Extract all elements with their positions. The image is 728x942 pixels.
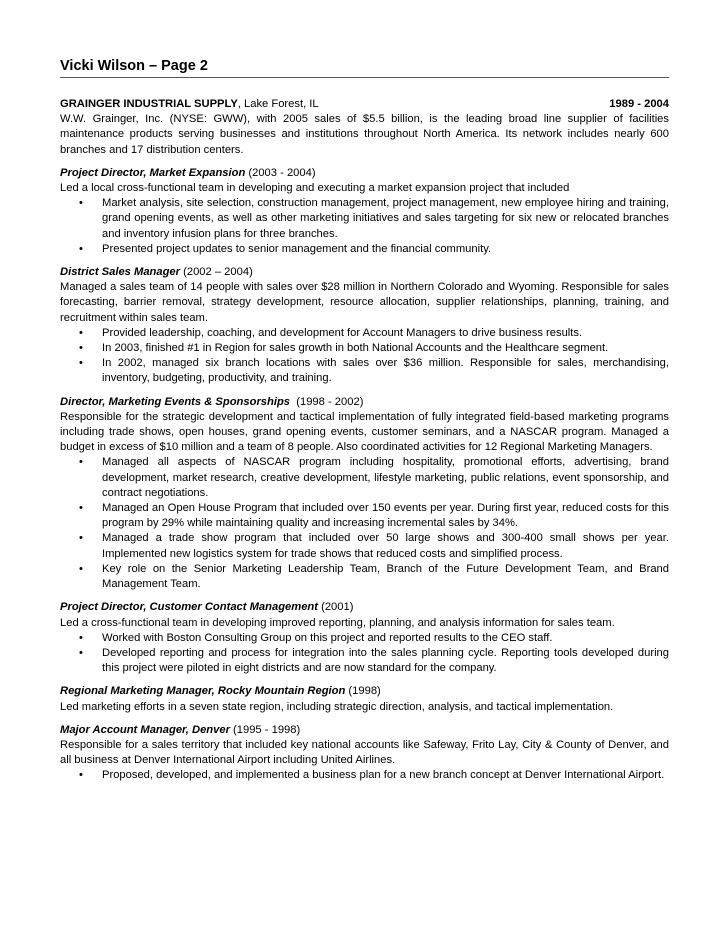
role-summary: Responsible for the strategic development and tactical implementation of fully integrated field-based marketing programs including trade shows, open houses, grand opening events, customer seminars, and a NASCAR program. Managed a budget in excess of $10 million and a team of 8 people. Also coordinated activities for 12 Regional Marketing Managers. (60, 410, 669, 454)
bullet-icon: • (79, 326, 83, 339)
bullet-icon: • (79, 769, 83, 782)
role-section (60, 723, 669, 784)
bullet-icon: • (79, 631, 83, 644)
role-dates: (2002 – 2004) (180, 266, 253, 279)
bullet-item (60, 242, 669, 257)
bullet-item (60, 531, 669, 561)
role-heading (60, 265, 669, 280)
company-block (60, 97, 669, 158)
bullet-text: Managed an Open House Program that included over 150 events per year. During first year, reduced costs for this program by 29% while maintaining quality and increasing incremental sales by 34%. (102, 502, 669, 530)
bullet-text: Developed reporting and process for integration into the sales planning cycle. Reporting tools developed during this project were piloted in eight districts and are now standard for the company. (102, 646, 669, 675)
bullet-text: Key role on the Senior Marketing Leadership Team, Branch of the Future Development Team, and Brand Management Team. (102, 562, 669, 591)
roles-list (60, 166, 669, 784)
bullet-item (60, 341, 669, 356)
company-dates: 1989 - 2004 (609, 98, 669, 110)
role-section (60, 600, 669, 676)
role-bullets (60, 455, 669, 592)
role-section (60, 684, 669, 714)
bullet-item (60, 631, 669, 646)
bullet-item (60, 501, 669, 531)
role-heading (60, 600, 669, 615)
bullet-item (60, 562, 669, 592)
role-summary: Managed a sales team of 14 people with sales over $28 million in Northern Colorado and Wyoming. Responsible for sales forecasting, barrier removal, strategy development, resource allocation, supplier relationships, planning, training, and recruitment within sales team. (60, 281, 669, 324)
role-title: Major Account Manager, Denver (60, 723, 230, 736)
role-dates: (1995 - 1998) (229, 723, 301, 736)
company-line (60, 97, 669, 112)
role-summary: Led a local cross-functional team in developing and executing a market expansion project that included (60, 182, 570, 195)
company-location: , Lake Forest, IL (237, 98, 319, 110)
bullet-item (60, 356, 669, 386)
role-title: Project Director, Market Expansion (60, 166, 246, 179)
bullet-text: Presented project updates to senior management and the financial community. (102, 242, 492, 255)
role-summary: Responsible for a sales territory that included key national accounts like Safeway, Frito Lay, City & County of Denver, and all business at Denver International Airport including United Airlines. (60, 738, 669, 767)
resume-page (60, 58, 669, 784)
bullet-icon: • (79, 646, 83, 659)
role-title: Regional Marketing Manager, Rocky Mountain Region (60, 685, 346, 698)
bullet-text: Managed a trade show program that included over 50 large shows and 300-400 small shows per year. Implemented new logistics system for trade shows that reduced costs and simplified process. (102, 532, 669, 560)
bullet-text: Worked with Boston Consulting Group on this project and reported results to the CEO staff. (102, 631, 553, 644)
bullet-item (60, 646, 669, 676)
bullet-text: In 2003, finished #1 in Region for sales growth in both National Accounts and the Healthcare segment. (102, 342, 609, 355)
bullet-text: Market analysis, site selection, construction management, project management, new employee hiring and training, grand opening events, as well as other marketing initiatives and sales targeting for six new or relocated branches and inventory infusion plans for three branches. (102, 197, 669, 240)
bullet-text: In 2002, managed six branch locations with sales over $36 million. Responsible for sales, merchandising, inventory, budgeting, productivity, and training. (102, 357, 669, 385)
role-heading (60, 723, 669, 738)
role-bullets (60, 326, 669, 387)
bullet-icon: • (79, 342, 83, 355)
role-title: District Sales Manager (60, 266, 181, 279)
bullet-icon: • (79, 242, 83, 255)
bullet-item (60, 455, 669, 501)
bullet-icon: • (79, 562, 83, 575)
bullet-icon: • (79, 357, 83, 370)
role-heading (60, 684, 669, 699)
bullet-text: Proposed, developed, and implemented a business plan for a new branch concept at Denver International Airport. (102, 769, 665, 782)
role-heading (60, 395, 669, 410)
bullet-text: Managed all aspects of NASCAR program including hospitality, promotional efforts, advertising, brand development, market research, creative development, lifestyle marketing, public relations, event sponsorship, and contract negotiations. (102, 456, 669, 499)
role-dates: (2003 - 2004) (245, 166, 316, 179)
role-title: Project Director, Customer Contact Management (60, 601, 318, 614)
bullet-icon: • (79, 456, 83, 469)
page-header: Vicki Wilson – Page 2 (60, 58, 669, 78)
role-title: Director, Marketing Events & Sponsorships (60, 395, 291, 408)
role-heading (60, 166, 669, 181)
company-description: W.W. Grainger, Inc. (NYSE: GWW), with 2005 sales of $5.5 billion, is the leading broad line supplier of facilities maintenance products serving businesses and institutions throughout North America. Its network includes nearly 600 branches and 17 distribution centers. (60, 113, 669, 156)
bullet-icon: • (79, 502, 83, 515)
role-summary: Led a cross-functional team in developing improved reporting, planning, and analysis information for sales team. (60, 616, 615, 629)
role-bullets (60, 196, 669, 257)
bullet-item (60, 196, 669, 242)
role-bullets (60, 768, 669, 783)
role-dates: (2001) (318, 601, 354, 614)
bullet-item (60, 326, 669, 341)
role-section (60, 166, 669, 257)
role-dates: (1998) (345, 685, 381, 698)
role-section (60, 265, 669, 387)
bullet-text: Provided leadership, coaching, and development for Account Managers to drive business results. (102, 326, 583, 339)
role-section (60, 395, 669, 593)
bullet-icon: • (79, 197, 83, 210)
company-name: GRAINGER INDUSTRIAL SUPPLY (60, 98, 238, 110)
role-summary: Led marketing efforts in a seven state region, including strategic direction, analysis, and tactical implementation. (60, 700, 614, 713)
bullet-icon: • (79, 532, 83, 545)
company-heading (60, 97, 319, 112)
role-bullets (60, 631, 669, 677)
role-dates: (1998 - 2002) (290, 395, 364, 408)
bullet-item (60, 768, 669, 783)
